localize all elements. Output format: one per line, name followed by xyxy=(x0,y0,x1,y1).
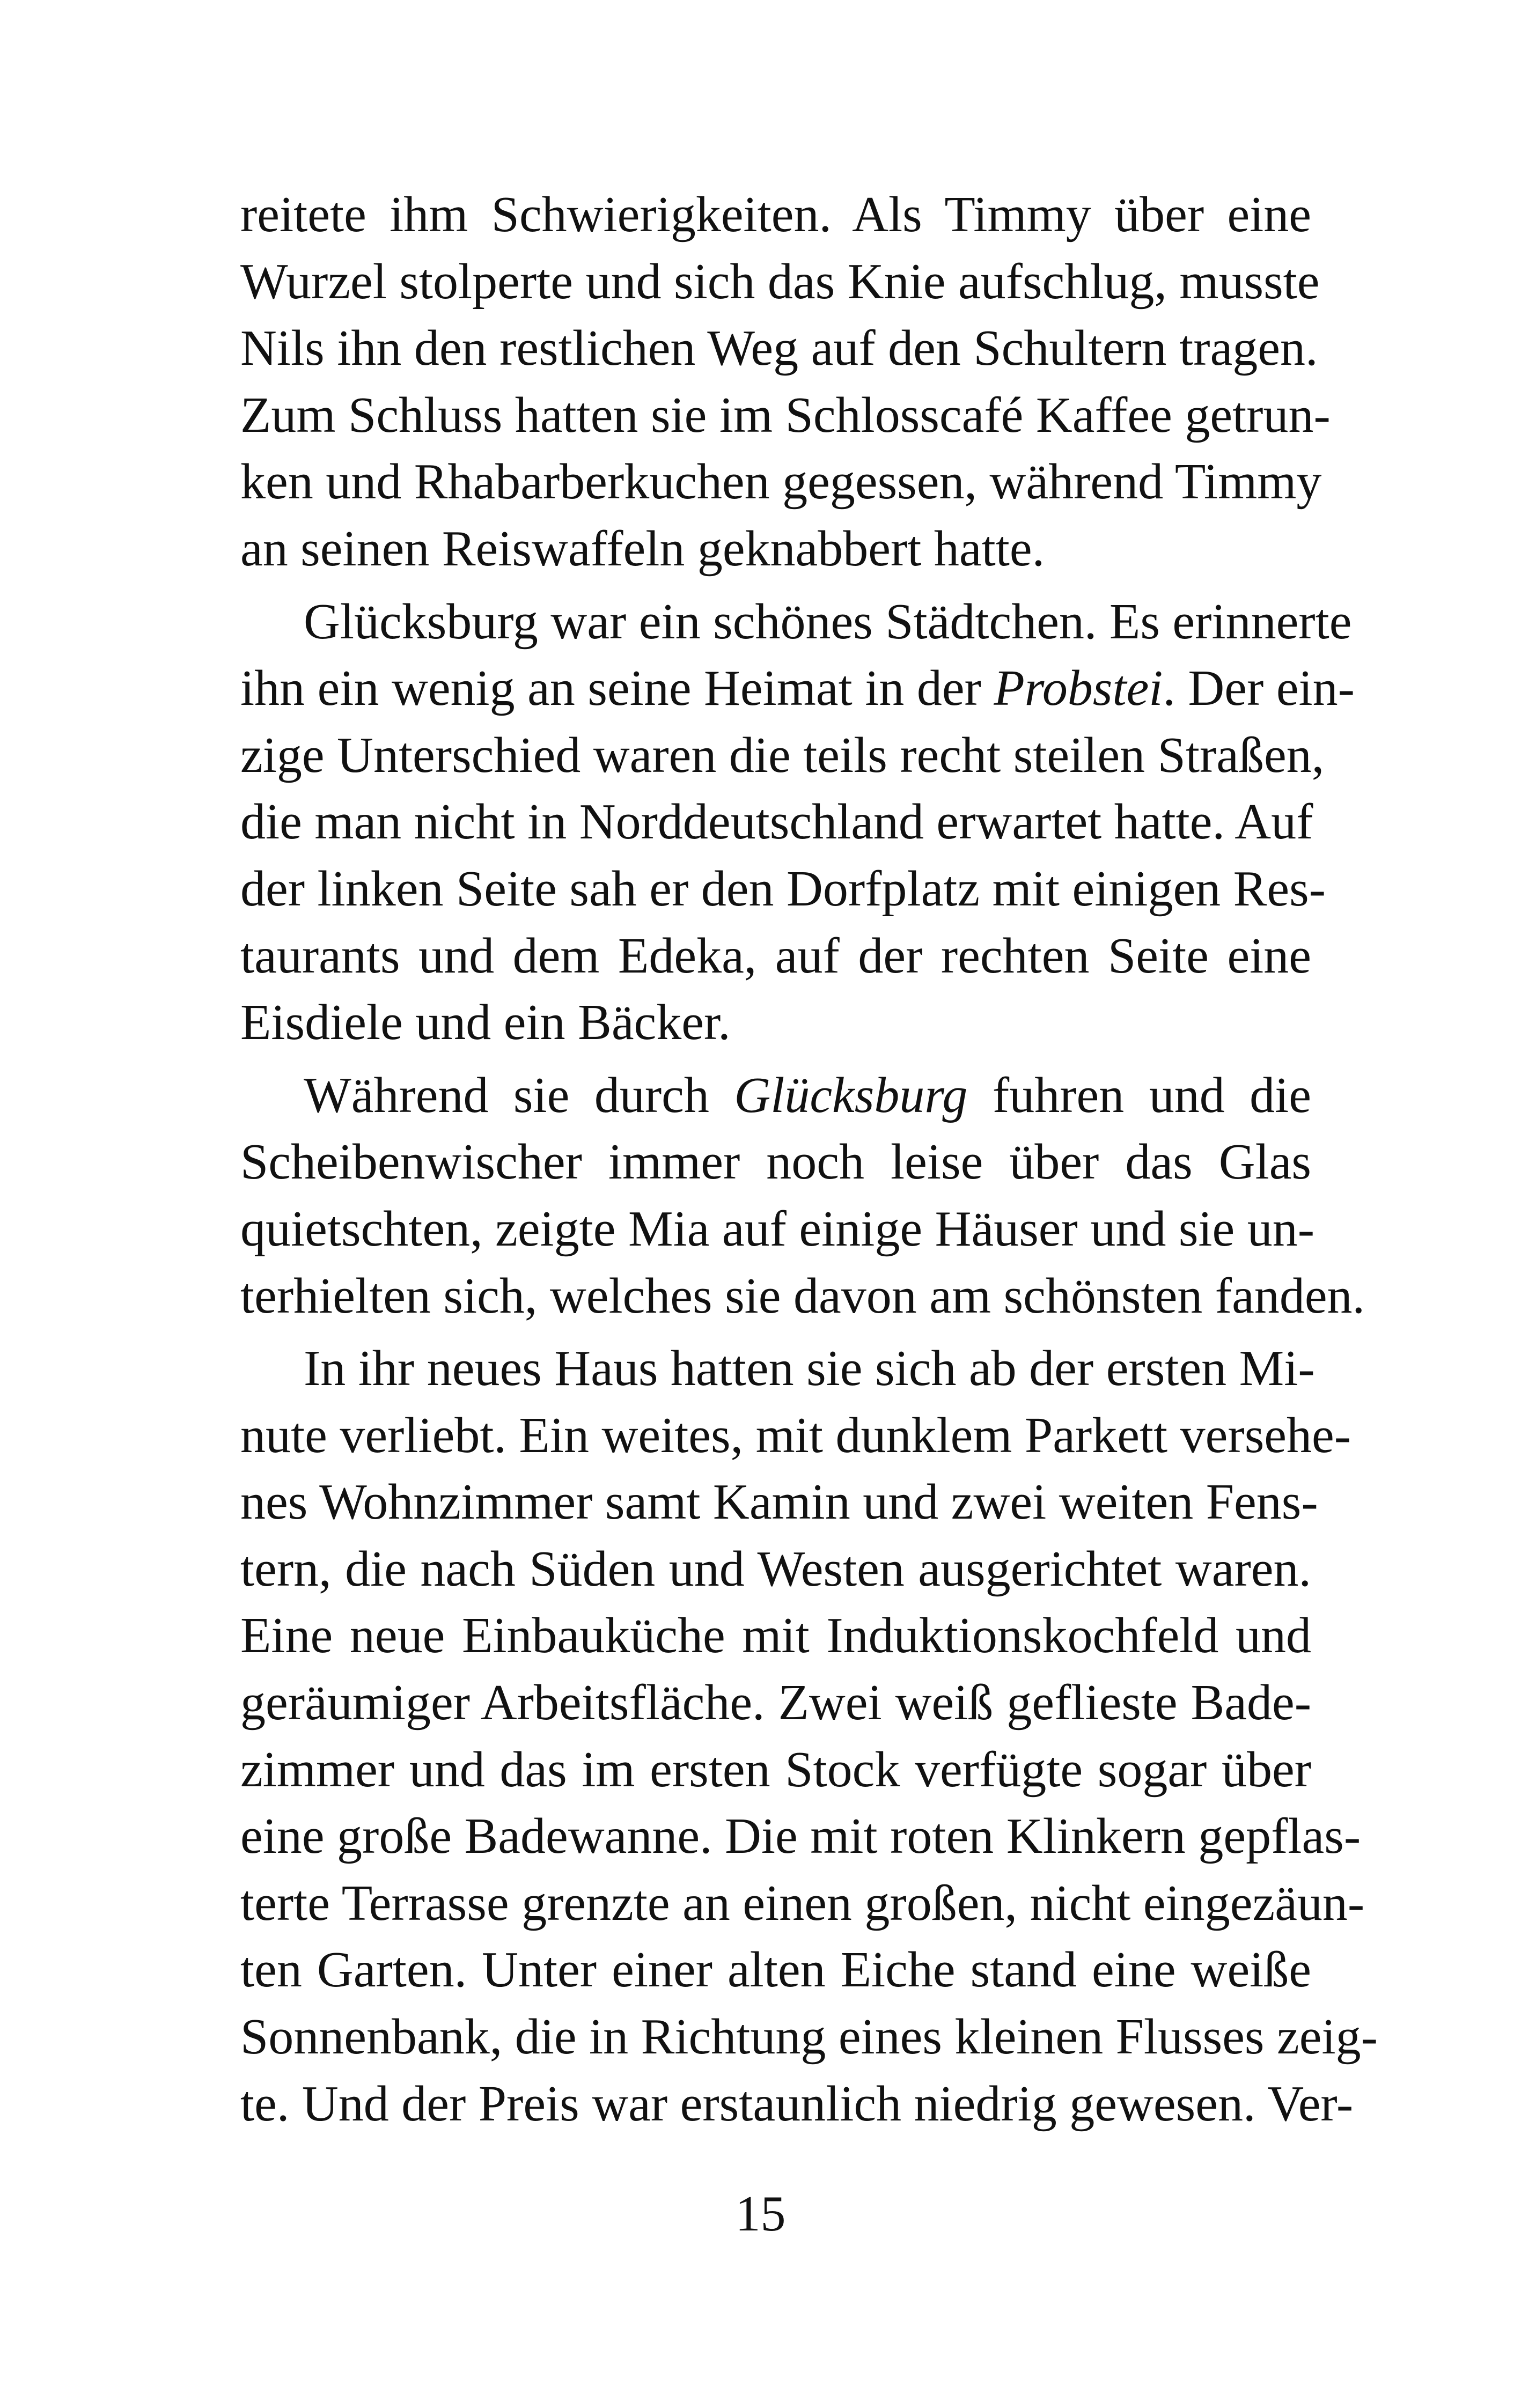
text-run: Wurzel stolperte und sich das Knie aufschlug, musste xyxy=(240,253,1320,310)
text-run: reitete ihm Schwierigkeiten. Als Timmy über eine xyxy=(240,187,1311,242)
body-text xyxy=(240,181,1378,2137)
paragraph-gap xyxy=(240,583,1311,588)
text-run: zimmer und das im ersten Stock verfügte sogar über xyxy=(240,1741,1311,1798)
text-line xyxy=(240,1936,1311,2004)
italic-text: Probstei xyxy=(994,660,1163,717)
text-line xyxy=(240,1870,1365,1937)
text-run: geräumiger Arbeitsfläche. Zwei weiß geflieste Bade- xyxy=(240,1675,1311,1731)
text-run: Eine neue Einbauküche mit Induktionskochfeld und xyxy=(240,1608,1311,1664)
text-line xyxy=(240,1129,1311,1196)
paragraph xyxy=(240,1062,1365,1329)
text-run: fuhren und die xyxy=(967,1067,1311,1123)
text-run: Zum Schluss hatten sie im Schlosscafé Kaffee getrun- xyxy=(240,387,1331,443)
text-run: Eisdiele und ein Bäcker. xyxy=(240,995,731,1051)
text-line xyxy=(240,1536,1311,1603)
text-run: die man nicht in Norddeutschland erwartet hatte. Auf xyxy=(240,794,1313,850)
text-line xyxy=(240,856,1326,923)
text-line xyxy=(240,1469,1318,1536)
text-run: Scheibenwischer immer noch leise über das Glas xyxy=(240,1134,1311,1190)
text-run: ten Garten. Unter einer alten Eiche stand eine weiße xyxy=(240,1942,1311,1998)
text-run: . Der ein- xyxy=(1163,660,1355,717)
text-run: ihn ein wenig an seine Heimat in der xyxy=(240,660,994,717)
italic-text: Glücksburg xyxy=(734,1067,968,1123)
text-line xyxy=(240,1263,1365,1330)
text-line xyxy=(240,923,1311,990)
text-run: ken und Rhabarberkuchen gegessen, während Timmy xyxy=(240,454,1322,510)
paragraph xyxy=(240,588,1355,1056)
text-run: tern, die nach Süden und Westen ausgerichtet waren. xyxy=(240,1541,1311,1597)
text-line xyxy=(240,2071,1354,2138)
text-line xyxy=(240,382,1331,449)
text-line xyxy=(240,516,1311,583)
text-line xyxy=(240,2004,1378,2071)
text-run: nes Wohnzimmer samt Kamin und zwei weiten Fens- xyxy=(240,1474,1318,1530)
paragraph xyxy=(240,1335,1378,2137)
text-line xyxy=(240,315,1318,382)
text-run: Sonnenbank, die in Richtung eines kleinen Flusses zeig- xyxy=(240,2009,1378,2065)
text-line xyxy=(240,588,1352,656)
text-line xyxy=(240,1062,1311,1129)
text-line xyxy=(240,1736,1311,1803)
text-run: zige Unterschied waren die teils recht steilen Straßen, xyxy=(240,727,1325,783)
paragraph-gap xyxy=(240,1056,1311,1062)
text-run: eine große Badewanne. Die mit roten Klinkern gepflas- xyxy=(240,1808,1361,1865)
paragraph-gap xyxy=(240,1329,1311,1335)
text-line xyxy=(240,722,1325,789)
text-line xyxy=(240,1602,1311,1669)
text-run: Während sie durch xyxy=(304,1067,734,1123)
text-line xyxy=(240,448,1322,516)
text-line xyxy=(240,655,1355,722)
text-run: nute verliebt. Ein weites, mit dunklem Parkett versehe- xyxy=(240,1407,1351,1463)
paragraph xyxy=(240,181,1331,583)
text-line xyxy=(240,989,1311,1056)
text-line xyxy=(240,789,1311,856)
text-run: Nils ihn den restlichen Weg auf den Schultern tragen. xyxy=(240,320,1318,377)
text-run: quietschten, zeigte Mia auf einige Häuser und sie un- xyxy=(240,1201,1315,1257)
text-line xyxy=(240,181,1311,248)
text-run: terte Terrasse grenzte an einen großen, nicht eingezäun- xyxy=(240,1875,1365,1931)
text-run: te. Und der Preis war erstaunlich niedrig gewesen. Ver- xyxy=(240,2075,1354,2132)
text-run: an seinen Reiswaffeln geknabbert hatte. xyxy=(240,520,1045,577)
text-run: der linken Seite sah er den Dorfplatz mit einigen Res- xyxy=(240,860,1326,917)
text-run: taurants und dem Edeka, auf der rechten Seite eine xyxy=(240,927,1311,984)
text-run: Glücksburg war ein schönes Städtchen. Es erinnerte xyxy=(304,593,1352,650)
page-number: 15 xyxy=(735,2186,786,2242)
text-line xyxy=(240,1335,1315,1402)
text-run: In ihr neues Haus hatten sie sich ab der ersten Mi- xyxy=(304,1341,1315,1397)
text-line xyxy=(240,248,1320,315)
text-line xyxy=(240,1803,1361,1870)
text-run: terhielten sich, welches sie davon am schönsten fanden. xyxy=(240,1268,1365,1324)
text-line xyxy=(240,1196,1315,1263)
text-line xyxy=(240,1402,1351,1469)
text-line xyxy=(240,1669,1311,1736)
